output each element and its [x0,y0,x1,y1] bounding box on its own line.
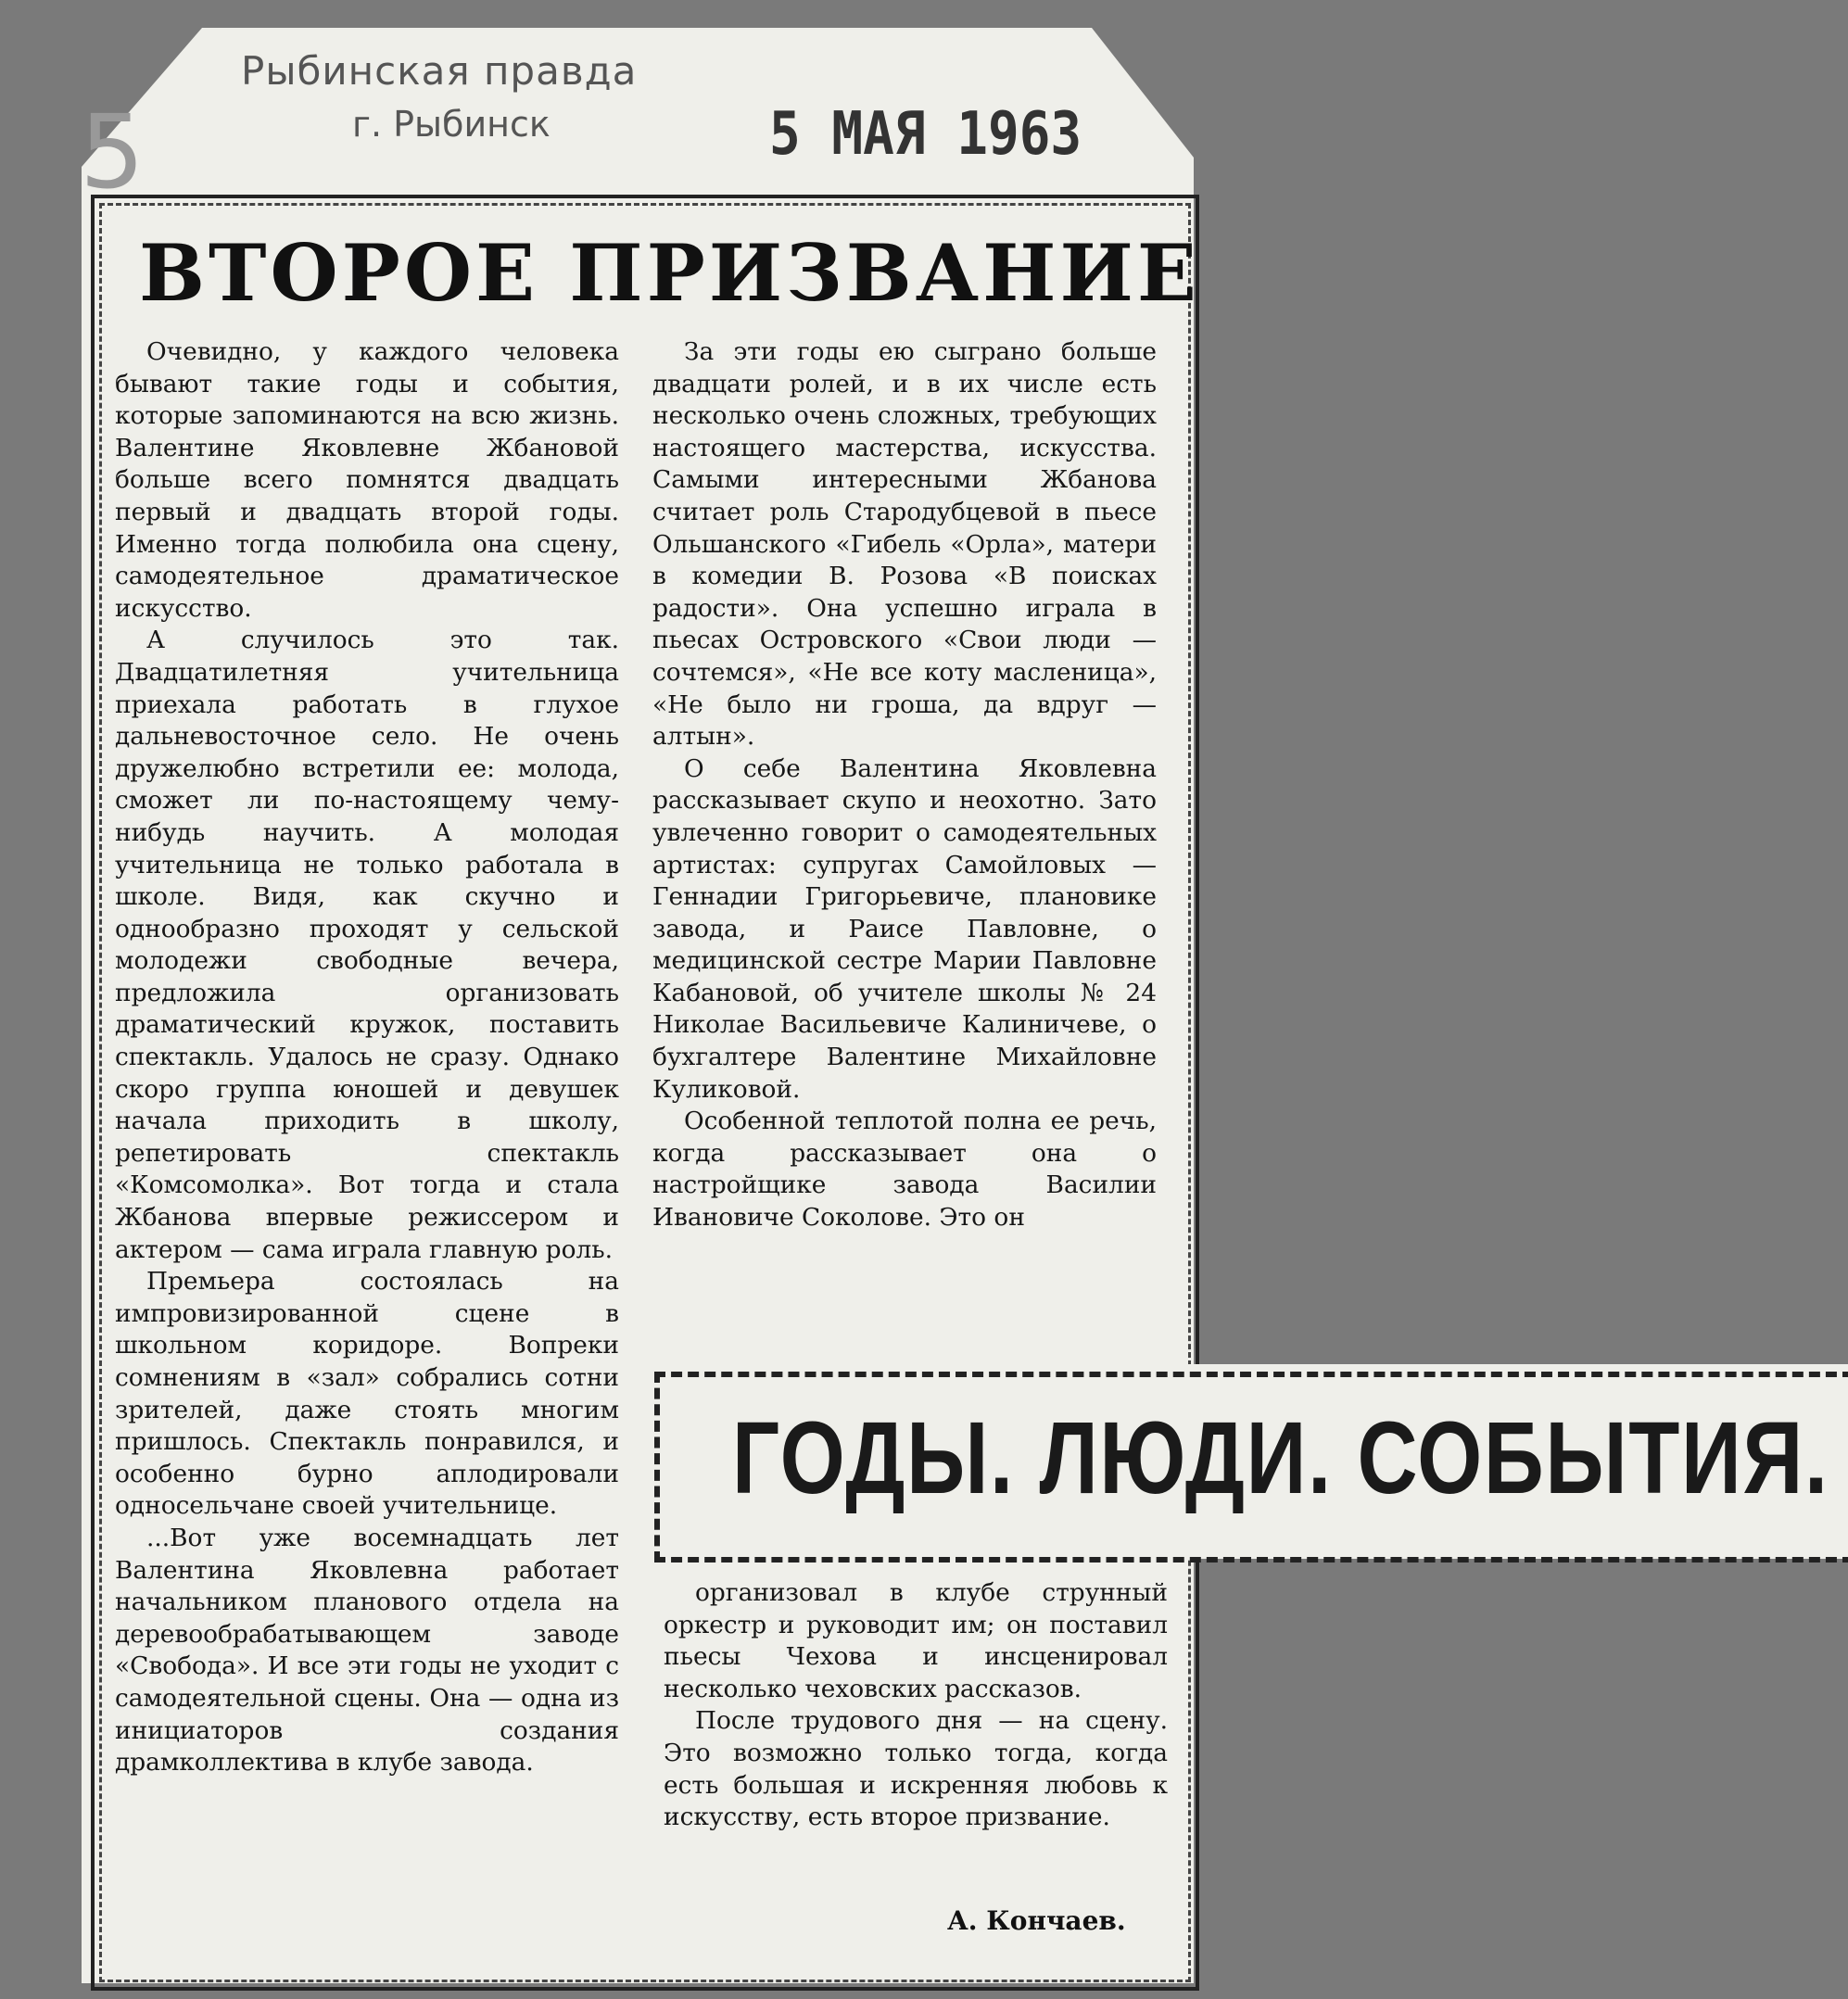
paragraph: После трудового дня — на сцену. Это возможно только тогда, когда есть большая и искренняя любовь к искусству, есть второе призвание. [664,1706,1168,1832]
article-headline: ВТОРОЕ ПРИЗВАНИЕ [139,227,1200,319]
rubric-title: ГОДЫ. ЛЮДИ. СОБЫТИЯ. [732,1401,1829,1515]
date-stamp: 5 МАЯ 1963 [769,99,1082,169]
article-column-1 [115,336,619,1779]
handwritten-mark: 5 [80,93,145,211]
paragraph: О себе Валентина Яковлевна рассказывает скупо и неохотно. Зато увлеченно говорит о самодеятельных артистах: супругах Самойловых — Геннадии Григорьевиче, плановике завода, и Раисе Павловне, о медицинской сестре Марии Павловне Кабановой, об учителе школы № 24 Николае Васильевиче Калиничеве, о бухгалтере Валентине Михайловне Куликовой. [652,753,1157,1104]
paragraph: организовал в клубе струнный оркестр и руководит им; он поставил пьесы Чехова и инсценировал несколько чеховских рассказов. [664,1578,1168,1703]
article-column-3 [664,1577,1168,1834]
paragraph: Очевидно, у каждого человека бывают такие годы и события, которые запоминаются на всю жизнь. Валентине Яковлевне Жбановой больше всего помнятся двадцать первый и двадцать второй годы. Именно тогда полюбила она сцену, самодеятельное драматическое искусство. [115,337,619,623]
newspaper-city: г. Рыбинск [352,104,551,145]
paragraph: А случилось это так. Двадцатилетняя учительница приехала работать в глухое дальневосточное село. Не очень дружелюбно встретили ее: молода, сможет ли по-настоящему чему-нибудь научить. А молодая учительница не только работала в школе. Видя, как скучно и однообразно проходят у сельской молодежи свободные вечера, предложила организовать драматический кружок, поставить спектакль. Удалось не сразу. Однако скоро группа юношей и девушек начала приходить в школу, репетировать спектакль «Комсомолка». Вот тогда и стала Жбанова впервые режиссером и актером — сама играла главную роль. [115,626,619,1264]
paragraph: Особенной теплотой полна ее речь, когда рассказывает она о настройщике завода Василии Ивановиче Соколове. Это он [652,1107,1157,1233]
paragraph: Премьера состоялась на импровизированной сцене в школьном коридоре. Вопреки сомнениям в «зал» собрались сотни зрителей, даже стоять многим пришлось. Спектакль понравился, и особенно бурно аплодировали односельчане своей учительнице. [115,1267,619,1521]
paragraph: За эти годы ею сыграно больше двадцати ролей, и в их числе есть несколько очень сложных, требующих настоящего мастерства, искусства. Самыми интересными Жбанова считает роль Стародубцевой в пьесе Ольшанского «Гибель «Орла», матери в комедии В. Розова «В поисках радости». Она успешно играла в пьесах Островского «Свои люди — сочтемся», «Не все коту масленица», «Не было ни гроша, да вдруг — алтын». [652,337,1157,752]
article-column-2 [652,336,1157,1234]
paragraph: ...Вот уже восемнадцать лет Валентина Яковлевна работает начальником планового отдела на деревообрабатывающем заводе «Свобода». И все эти годы не уходит с самодеятельной сцены. Она — одна из инициаторов создания драмколлектива в клубе завода. [115,1523,619,1778]
author-byline: А. Кончаев. [947,1905,1126,1936]
newspaper-name: Рыбинская правда [241,48,638,94]
